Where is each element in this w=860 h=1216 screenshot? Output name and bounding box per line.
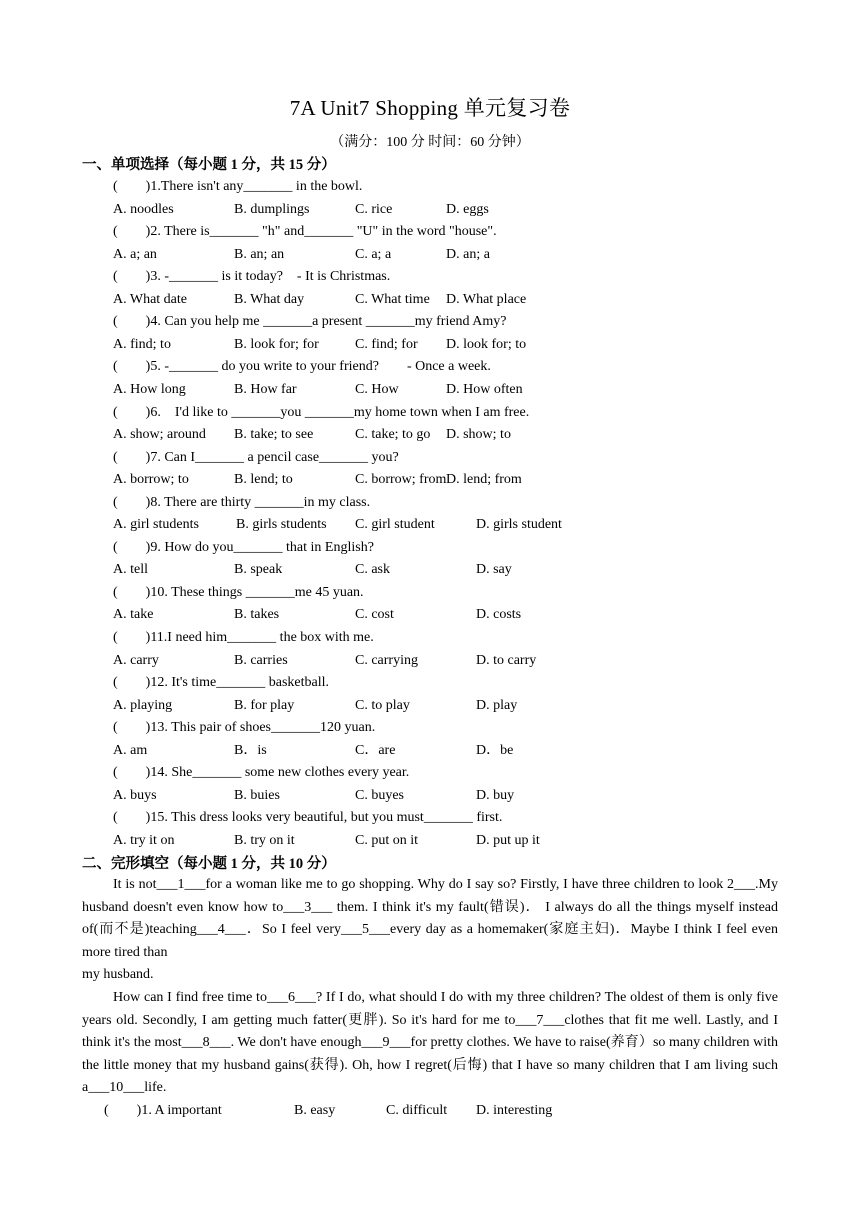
answer-option: D. show; to (446, 427, 511, 442)
answer-option: C. How (355, 381, 399, 397)
cloze-option: D. interesting (476, 1103, 553, 1118)
answer-option: A. a; an (113, 246, 157, 262)
answer-option: C. girl student (355, 517, 435, 533)
answer-option: C. to play (355, 697, 410, 713)
answer-option: B. lend; to (234, 472, 293, 488)
answer-option: C. carrying (355, 652, 418, 668)
question-stem: ( )14. She_______ some new clothes every year. (113, 765, 410, 781)
answer-option: B. takes (234, 607, 280, 623)
answer-option: C. What time (355, 291, 430, 307)
question-stem: ( )5. -_______ do you write to your friend? - Once a week. (113, 359, 491, 375)
question-stem: ( )2. There is_______ "h" and_______ "U" in the word "house". (113, 224, 497, 240)
cloze-paragraph-2: How can I find free time to___6___? If I do, what should I do with my three children? The oldest of them is only five years old. Secondly, I am getting much fatter(更胖). So it's hard for me to___7___clothes that fit me well. Lastly, and I think it's the most___8___. We don't have enough___9___for pretty clothes. We have to raise(养育）so many children with the little money that my husband gains(获得). Oh, how I regret(后悔) that I have so many children that I am living such a___10___life. (82, 989, 778, 1096)
question-stem: ( )8. There are thirty _______in my class. (113, 494, 371, 510)
answer-option: D. look for; to (446, 336, 527, 352)
question-stem: ( )9. How do you_______ that in English? (113, 539, 374, 555)
answer-option: D. an; a (446, 246, 490, 262)
answer-option: A. girl students (113, 517, 199, 533)
cloze-option: B. easy (294, 1103, 336, 1118)
cloze-paragraph-1: It is not___1___for a woman like me to go shopping. Why do I say so? Firstly, I have three children to look 2___.My husband doesn't even know how to___3___ them. I think it's my fault(错误)． I always do all the things myself instead of(而不是)teaching___4___．So I feel very___5___every day as a homemaker(家庭主妇)．Maybe I think I feel even more tired than (82, 877, 778, 960)
answer-option: A. borrow; to (113, 472, 189, 488)
question-stem: ( )7. Can I_______ a pencil case_______ you? (113, 449, 399, 465)
answer-option: A. How long (113, 381, 186, 397)
answer-option: A. am (113, 742, 148, 758)
answer-option: B. What day (234, 291, 305, 307)
answer-option: C. rice (355, 201, 393, 217)
question-stem: ( )11.I need him_______ the box with me. (113, 630, 374, 645)
question-stem: ( )15. This dress looks very beautiful, but you must_______ first. (113, 810, 503, 826)
answer-option: D. say (476, 562, 512, 578)
page-subtitle: （满分：100 分 时间：60 分钟） (330, 135, 530, 150)
answer-option: A. playing (113, 697, 173, 713)
question-stem: ( )13. This pair of shoes_______120 yuan. (113, 720, 376, 736)
cloze-option: C. difficult (386, 1103, 448, 1118)
answer-option: C．are (355, 742, 396, 758)
cloze-passage (82, 874, 778, 1100)
answer-option: D. buy (476, 787, 515, 803)
answer-option: B. buies (234, 787, 280, 803)
question-stem: ( )3. -_______ is it today? - It is Christmas. (113, 269, 391, 285)
question-stem: ( )1.There isn't any_______ in the bowl. (113, 179, 363, 194)
answer-option: A. find; to (113, 336, 171, 352)
answer-option: A. buys (113, 787, 157, 803)
cloze-paragraph-1-tail: my husband. (82, 967, 154, 983)
answer-option: A. take (113, 607, 154, 623)
answer-option: D. eggs (446, 201, 489, 217)
answer-option: D．be (476, 742, 514, 758)
answer-option: B. How far (234, 381, 297, 397)
answer-option: C. borrow; from (355, 472, 447, 488)
answer-option: D. put up it (476, 832, 540, 848)
section-1-heading: 一、单项选择（每小题 1 分，共 15 分） (82, 157, 336, 173)
answer-option: C. put on it (355, 832, 419, 848)
answer-option: A. noodles (113, 201, 174, 217)
page-title: 7A Unit7 Shopping 单元复习卷 (289, 96, 571, 120)
question-stem: ( )12. It's time_______ basketball. (113, 675, 329, 691)
cloze-question-stem: ( )1. A important (104, 1103, 222, 1118)
answer-option: A. What date (113, 291, 187, 307)
question-stem: ( )10. These things _______me 45 yuan. (113, 584, 364, 600)
answer-option: C. buyes (355, 787, 404, 803)
question-stem: ( )4. Can you help me _______a present _______my friend Amy? (113, 314, 507, 330)
answer-option: B. carries (234, 652, 288, 668)
answer-option: D. costs (476, 607, 522, 623)
answer-option: A. show; around (113, 427, 206, 442)
answer-option: D. How often (446, 381, 523, 397)
question-stem: ( )6. I'd like to _______you _______my home town when I am free. (113, 404, 530, 420)
answer-option: B. an; an (234, 246, 285, 262)
answer-option: D. What place (446, 291, 527, 307)
answer-option: B. try on it (234, 832, 295, 848)
answer-option: B. dumplings (234, 201, 310, 217)
answer-option: B. speak (234, 562, 283, 578)
section-2-heading: 二、完形填空（每小题 1 分，共 10 分） (82, 856, 336, 872)
answer-option: C. take; to go (355, 427, 431, 442)
answer-option: B．is (234, 742, 267, 758)
answer-option: C. ask (355, 562, 390, 578)
answer-option: A. carry (113, 652, 159, 668)
answer-option: D. to carry (476, 652, 537, 668)
answer-option: C. a; a (355, 246, 392, 262)
answer-option: C. cost (355, 607, 394, 623)
answer-option: B. look for; for (234, 336, 319, 352)
answer-option: D. girls student (476, 517, 562, 533)
answer-option: C. find; for (355, 336, 418, 352)
answer-option: A. try it on (113, 832, 175, 848)
answer-option: D. lend; from (446, 472, 522, 488)
answer-option: B. for play (234, 697, 295, 713)
answer-option: B. girls students (236, 517, 327, 533)
answer-option: A. tell (113, 562, 148, 578)
answer-option: D. play (476, 697, 518, 713)
answer-option: B. take; to see (234, 427, 314, 442)
